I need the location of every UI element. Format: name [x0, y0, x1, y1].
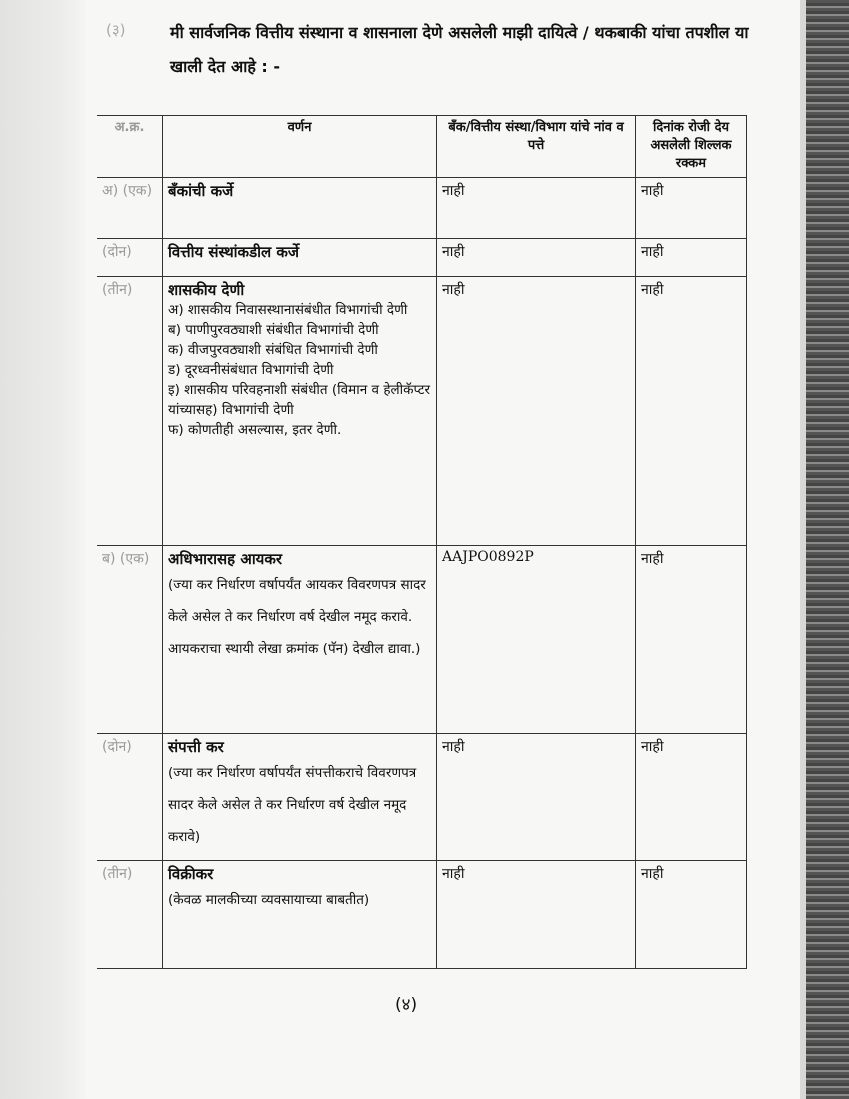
row-description — [163, 546, 437, 734]
table-header — [97, 116, 747, 178]
header-balance: दिनांक रोजी देय असलेली शिल्लक रक्कम — [636, 116, 747, 178]
row-balance: नाही — [636, 734, 747, 861]
section-intro: मी सार्वजनिक वित्तीय संस्थाना व शासनाला देणे असलेली माझी दायित्वे / थकबाकी यांचा तपशील या खाली देत आहे : - — [170, 23, 749, 76]
row-institution: नाही — [437, 239, 636, 277]
row-title: संपत्ती कर — [168, 738, 224, 756]
row-title: शासकीय देणी — [168, 281, 245, 299]
row-description — [163, 734, 437, 861]
sub-item: क) वीजपुरवठ्याशी संबंधित विभागांची देणी — [168, 342, 378, 358]
row-institution: नाही — [437, 277, 636, 546]
row-balance: नाही — [636, 178, 747, 239]
row-balance: नाही — [636, 239, 747, 277]
pan-number: AAJPO0892P — [437, 546, 636, 734]
sub-item: इ) शासकीय परिवहनाशी संबंधीत (विमान व हेलीकॅप्टर यांच्यासह) विभागांची देणी — [168, 382, 431, 418]
table-row — [97, 277, 747, 546]
row-balance: नाही — [636, 546, 747, 734]
row-description — [163, 861, 437, 969]
row-balance: नाही — [636, 861, 747, 969]
row-serial: (दोन) — [97, 734, 163, 861]
row-institution: नाही — [437, 178, 636, 239]
page-number: (४) — [395, 995, 418, 1015]
sub-item: ब) पाणीपुरवठ्याशी संबंधीत विभागांची देणी — [168, 322, 379, 338]
row-note: (ज्या कर निर्धारण वर्षापर्यंत आयकर विवरणपत्र सादर केले असेल ते कर निर्धारण वर्ष देखील नमूद करावे. आयकराचा स्थायी लेखा क्रमांक (पॅन) देखील द्यावा.) — [168, 577, 426, 657]
scan-left-margin — [0, 0, 86, 1099]
table-row — [97, 734, 747, 861]
header-description: वर्णन — [163, 116, 437, 178]
row-serial: अ) (एक) — [97, 178, 163, 239]
row-serial: ब) (एक) — [97, 546, 163, 734]
sub-item: अ) शासकीय निवासस्थानासंबंधीत विभागांची देणी — [168, 302, 408, 318]
row-serial: (दोन) — [97, 239, 163, 277]
table-row — [97, 239, 747, 277]
row-title: वित्तीय संस्थांकडील कर्जे — [168, 243, 300, 261]
sub-item: फ) कोणतीही असल्यास, इतर देणी. — [168, 422, 342, 438]
scan-binding-strip — [806, 0, 849, 1099]
row-note: (केवळ मालकीच्या व्यवसायाच्या बाबतीत) — [168, 892, 370, 908]
row-description — [163, 239, 437, 277]
table-row — [97, 178, 747, 239]
row-serial: (तीन) — [97, 861, 163, 969]
row-title: विक्रीकर — [168, 865, 214, 883]
sub-item: ड) दूरध्वनीसंबंधात विभागांची देणी — [168, 362, 334, 378]
row-description — [163, 178, 437, 239]
row-serial: (तीन) — [97, 277, 163, 546]
header-institution: बँक/वित्तीय संस्था/विभाग यांचे नांव व पत्ते — [437, 116, 636, 178]
row-balance: नाही — [636, 277, 747, 546]
header-serial: अ.क्र. — [97, 116, 163, 178]
table-row — [97, 546, 747, 734]
row-institution: नाही — [437, 734, 636, 861]
row-note: (ज्या कर निर्धारण वर्षापर्यंत संपत्तीकराचे विवरणपत्र सादर केले असेल ते कर निर्धारण वर्ष देखील नमूद करावे) — [168, 765, 417, 845]
section-number: (३) — [106, 21, 126, 39]
row-title: बँकांची कर्जे — [168, 182, 234, 200]
liabilities-table — [97, 115, 747, 969]
row-institution: नाही — [437, 861, 636, 969]
table-row — [97, 861, 747, 969]
row-title: अधिभारासह आयकर — [168, 550, 283, 568]
row-description — [163, 277, 437, 546]
